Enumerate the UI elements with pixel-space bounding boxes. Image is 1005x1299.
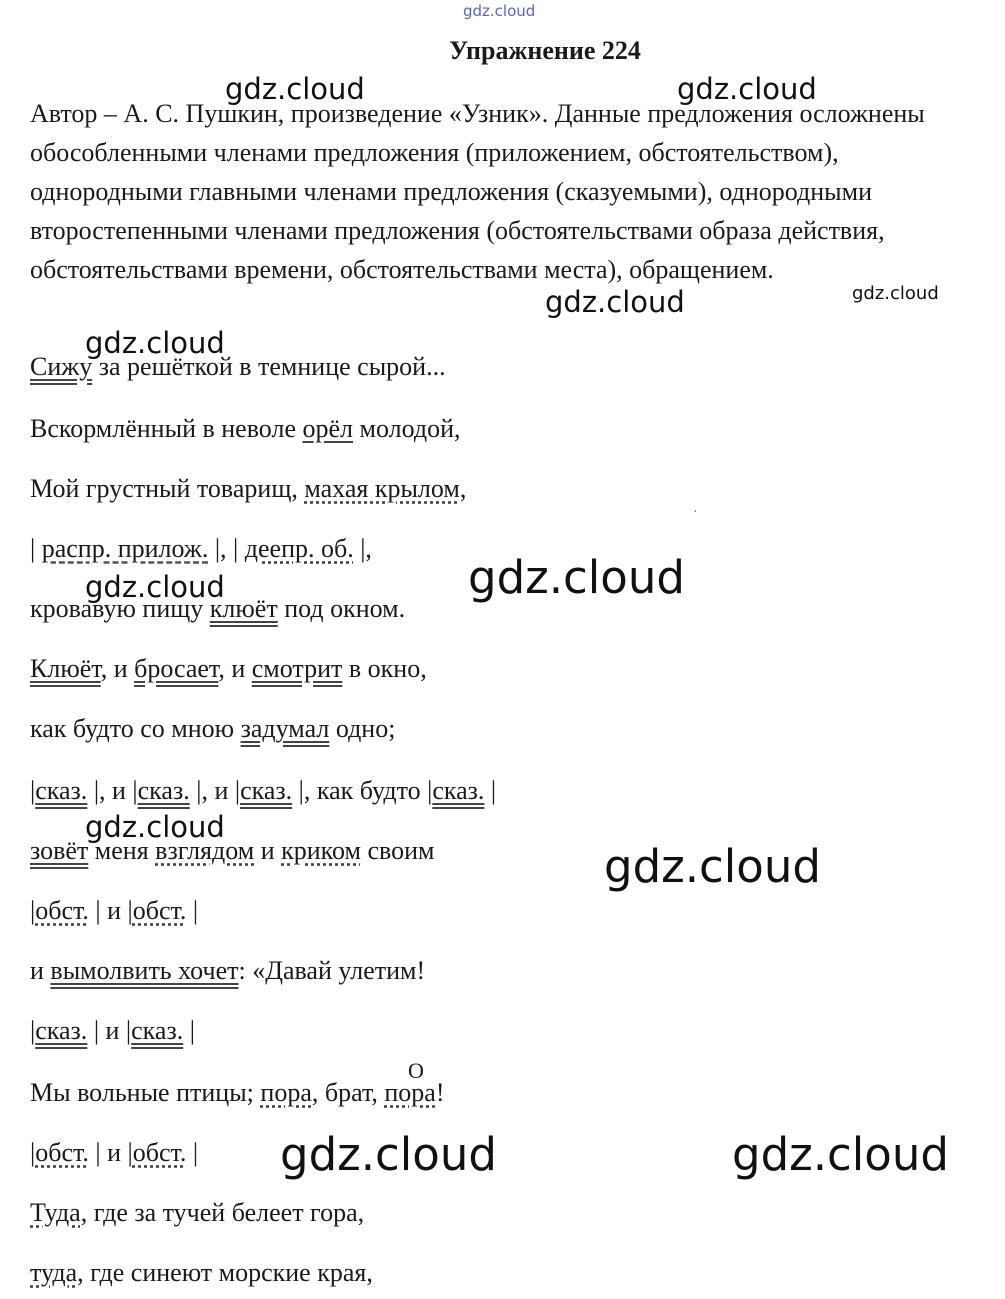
watermark: gdz.cloud xyxy=(604,840,821,893)
annotation: сказ. xyxy=(35,1016,88,1045)
intro-paragraph: Автор – А. С. Пушкин, произведение «Узник». Данные предложения осложнены обособленными членами предложения (приложением, обстоятельством), однородными главными членами предложения (сказуемыми), однородными второстепенными членами предложения (обстоятельствами образа действия, обстоятельствами времени, обстоятельствами места), обращением. xyxy=(30,99,925,284)
predicate: Клюёт xyxy=(30,654,101,683)
poem-line-7: как будто со мною задумал одно; xyxy=(30,714,396,743)
predicate: вымолвить хочет xyxy=(50,956,239,985)
adverbial: взглядом xyxy=(155,836,255,865)
poem-line-12: |сказ. | и |сказ. | xyxy=(30,1016,195,1045)
poem-line-9: зовёт меня взглядом и криком своим xyxy=(30,836,435,865)
adverbial: Туда xyxy=(30,1198,81,1227)
annotation: обст. xyxy=(132,1138,187,1167)
watermark: gdz.cloud xyxy=(85,326,225,360)
annotation: сказ. xyxy=(432,776,485,805)
annotation: обст. xyxy=(132,896,187,925)
poem-line-11: и вымолвить хочет: «Давай улетим! xyxy=(30,956,426,985)
poem-line-3: Мой грустный товарищ, махая крылом, xyxy=(30,474,467,503)
page-title: Упражнение 224 xyxy=(449,36,641,65)
poem-line-5: кровавую пищу клюёт под окном. xyxy=(30,594,406,623)
annotation: сказ. xyxy=(240,776,293,805)
adverbial: пора xyxy=(384,1078,436,1107)
adverbial: туда xyxy=(30,1258,78,1287)
watermark: gdz.cloud xyxy=(545,285,685,319)
predicate: клюёт xyxy=(209,594,278,623)
poem-line-6: Клюёт, и бросает, и смотрит в окно, xyxy=(30,654,427,683)
watermark: gdz.cloud xyxy=(225,72,365,106)
predicate: смотрит xyxy=(251,654,343,683)
poem-line-15: Туда, где за тучей белеет гора, xyxy=(30,1198,365,1227)
annotation: обст. xyxy=(35,1138,89,1167)
poem-line-14: |обст. | и |обст. | xyxy=(30,1138,199,1167)
poem-line-2: Вскормлённый в неволе орёл молодой, xyxy=(30,414,461,443)
poem-line-13: Мы вольные птицы; пора, брат, пора! xyxy=(30,1078,445,1107)
annotation: сказ. xyxy=(35,776,88,805)
adverbial: пора xyxy=(260,1078,312,1107)
adverbial: криком xyxy=(281,836,361,865)
annotation: сказ. xyxy=(131,1016,184,1045)
watermark: gdz.cloud xyxy=(732,1128,949,1181)
poem-line-1: Сижу за решёткой в темнице сырой... xyxy=(30,352,446,381)
predicate: Сижу xyxy=(30,352,93,381)
stray-mark: · xyxy=(693,505,698,520)
address-mark: О xyxy=(408,1058,424,1083)
predicate: задумал xyxy=(240,714,330,743)
poem-line-8: |сказ. |, и |сказ. |, и |сказ. |, как будто |сказ. | xyxy=(30,776,497,805)
watermark: gdz.cloud xyxy=(85,810,225,844)
watermark: gdz.cloud xyxy=(85,570,225,604)
watermark: gdz.cloud xyxy=(677,72,817,106)
predicate: бросает xyxy=(134,654,219,683)
poem-line-10: |обст. | и |обст. | xyxy=(30,896,199,925)
annotation: распр. прилож. xyxy=(41,534,209,563)
watermark: gdz.cloud xyxy=(280,1128,497,1181)
watermark: gdz.cloud xyxy=(468,551,685,604)
annotation: обст. xyxy=(35,896,89,925)
annotation: сказ. xyxy=(137,776,190,805)
annotation: деепр. об. xyxy=(244,534,354,563)
predicate: зовёт xyxy=(30,836,89,865)
site-mark: gdz.cloud xyxy=(463,2,536,20)
poem-line-16: туда, где синеют морские края, xyxy=(30,1258,373,1287)
watermark: gdz.cloud xyxy=(852,283,939,304)
subject: орёл xyxy=(302,414,353,443)
poem-line-4: | распр. прилож. |, | деепр. об. |, xyxy=(30,534,372,563)
adverbial-phrase: махая крылом xyxy=(304,474,460,503)
